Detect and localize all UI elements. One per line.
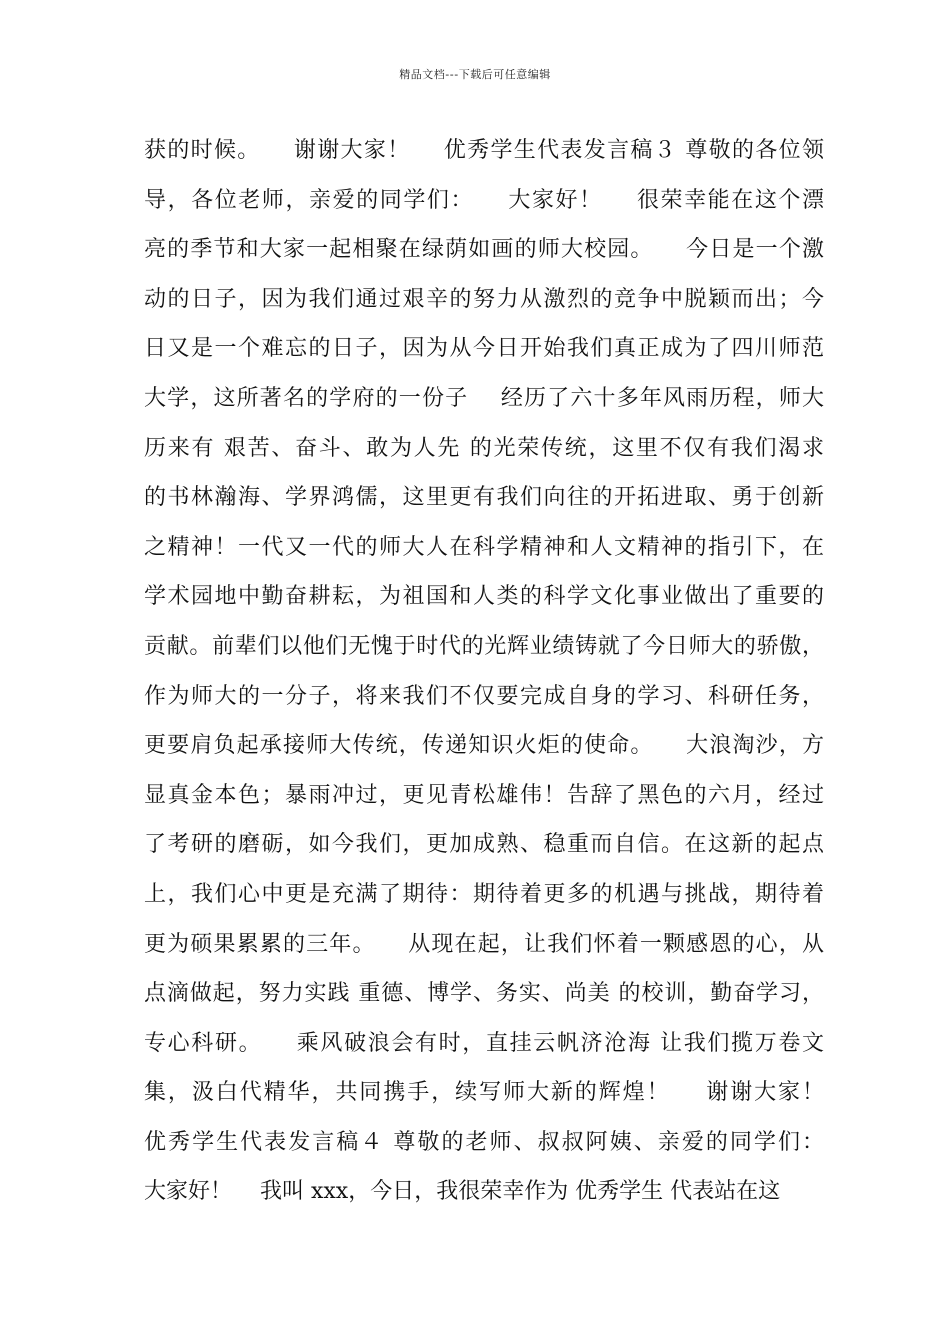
text-line: 点滴做起，努力实践 重德、博学、务实、尚美 的校训，勤奋学习，	[144, 981, 824, 1007]
text-line: 历来有 艰苦、奋斗、敢为人先 的光荣传统，这里不仅有我们渴求	[144, 435, 824, 461]
text-line: 日又是一个难忘的日子，因为从今日开始我们真正成为了四川师范	[144, 336, 824, 362]
body-text	[144, 126, 824, 1217]
page-header: 精品文档---下载后可任意编辑	[399, 68, 551, 81]
text-line: 显真金本色；暴雨冲过，更见青松雄伟！告辞了黑色的六月，经过	[144, 782, 824, 808]
text-line: 导，各位老师，亲爱的同学们： 大家好！ 很荣幸能在这个漂	[144, 187, 824, 213]
text-line: 更为硕果累累的三年。 从现在起，让我们怀着一颗感恩的心，从	[144, 931, 824, 957]
text-line: 作为师大的一分子，将来我们不仅要完成自身的学习、科研任务，	[144, 683, 824, 709]
text-line: 更要肩负起承接师大传统，传递知识火炬的使命。 大浪淘沙，方	[144, 733, 824, 759]
text-line: 了考研的磨砺，如今我们，更加成熟、稳重而自信。在这新的起点	[144, 832, 824, 858]
text-line: 优秀学生代表发言稿４ 尊敬的老师、叔叔阿姨、亲爱的同学们：	[144, 1129, 824, 1155]
text-line: 动的日子，因为我们通过艰辛的努力从激烈的竞争中脱颖而出；今	[144, 286, 824, 312]
text-line: 亮的季节和大家一起相聚在绿荫如画的师大校园。 今日是一个激	[144, 237, 824, 263]
text-line: 专心科研。 乘风破浪会有时，直挂云帆济沧海 让我们揽万卷文	[144, 1030, 824, 1056]
text-line: 贡献。前辈们以他们无愧于时代的光辉业绩铸就了今日师大的骄傲，	[144, 633, 824, 659]
text-line: 集，汲白代精华，共同携手，续写师大新的辉煌！ 谢谢大家！	[144, 1080, 824, 1106]
text-line: 获的时候。 谢谢大家！ 优秀学生代表发言稿３ 尊敬的各位领	[144, 138, 824, 163]
text-line: 学术园地中勤奋耕耘，为祖国和人类的科学文化事业做出了重要的	[144, 584, 824, 610]
text-line: 大家好！ 我叫 xxx，今日，我很荣幸作为 优秀学生 代表站在这	[144, 1179, 781, 1205]
text-line: 的书林瀚海、学界鸿儒，这里更有我们向往的开拓进取、勇于创新	[144, 485, 824, 511]
text-line: 之精神！一代又一代的师大人在科学精神和人文精神的指引下，在	[144, 534, 824, 560]
text-line: 大学，这所著名的学府的一份子 经历了六十多年风雨历程，师大	[144, 385, 824, 411]
text-line: 上，我们心中更是充满了期待：期待着更多的机遇与挑战，期待着	[144, 881, 824, 907]
